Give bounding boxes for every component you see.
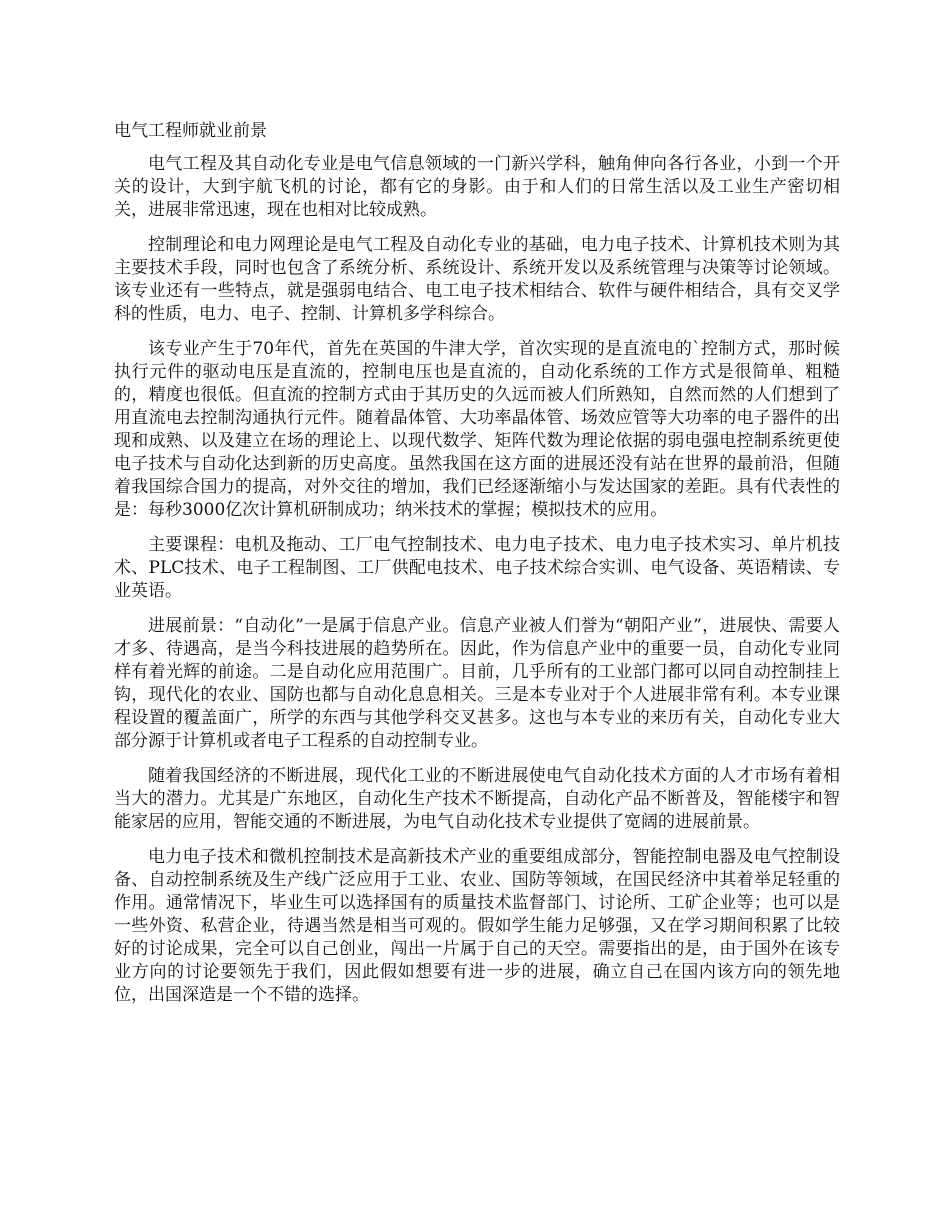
paragraph-intro: 电气工程及其自动化专业是电气信息领域的一门新兴学科，触角伸向各行各业，小到一个开关的设计，大到宇航飞机的讨论，都有它的身影。由于和人们的日常生活以及工业生产密切相关，进展非常迅速，现在也相对比较成熟。 — [114, 154, 840, 220]
paragraph-market: 随着我国经济的不断进展，现代化工业的不断进展使电气自动化技术方面的人才市场有着相当大的潜力。尤其是广东地区，自动化生产技术不断提高，自动化产品不断普及，智能楼宇和智能家居的应用，智能交通的不断进展，为电气自动化技术专业提供了宽阔的进展前景。 — [114, 766, 840, 832]
paragraph-courses: 主要课程：电机及拖动、工厂电气控制技术、电力电子技术、电力电子技术实习、单片机技术、PLC技术、电子工程制图、工厂供配电技术、电子技术综合实训、电气设备、英语精读、专业英语。 — [114, 535, 840, 601]
document-body — [114, 120, 840, 1019]
document-title: 电气工程师就业前景 — [114, 121, 267, 141]
paragraph-careers: 电力电子技术和微机控制技术是高新技术产业的重要组成部分，智能控制电器及电气控制设备、自动控制系统及生产线广泛应用于工业、农业、国防等领域，在国民经济中其着举足轻重的作用。通常情况下，毕业生可以选择国有的质量技术监督部门、讨论所、工矿企业等；也可以是一些外资、私营企业，待遇当然是相当可观的。假如学生能力足够强，又在学习期间积累了比较好的讨论成果，完全可以自己创业，闯出一片属于自己的天空。需要指出的是，由于国外在该专业方向的讨论要领先于我们，因此假如想要有进一步的进展，确立自己在国内该方向的领先地位，出国深造是一个不错的选择。 — [114, 847, 840, 1005]
paragraph-prospects: 进展前景：“自动化”一是属于信息产业。信息产业被人们誉为“朝阳产业”，进展快、需要人才多、待遇高，是当今科技进展的趋势所在。因此，作为信息产业中的重要一员，自动化专业同样有着光辉的前途。二是自动化应用范围广。目前，几乎所有的工业部门都可以同自动控制挂上钩，现代化的农业、国防也都与自动化息息相关。三是本专业对于个人进展非常有利。本专业课程设置的覆盖面广，所学的东西与其他学科交叉甚多。这也与本专业的来历有关，自动化专业大部分源于计算机或者电子工程系的自动控制专业。 — [114, 616, 840, 751]
paragraph-foundation: 控制理论和电力网理论是电气工程及自动化专业的基础，电力电子技术、计算机技术则为其主要技术手段，同时也包含了系统分析、系统设计、系统开发以及系统管理与决策等讨论领域。该专业还有一些特点，就是强弱电结合、电工电子技术相结合、软件与硬件相结合，具有交叉学科的性质，电力、电子、控制、计算机多学科综合。 — [114, 235, 840, 324]
paragraph-history: 该专业产生于70年代，首先在英国的牛津大学，首次实现的是直流电的`控制方式，那时候执行元件的驱动电压是直流的，控制电压也是直流的，自动化系统的工作方式是很简单、粗糙的，精度也很低。但直流的控制方式由于其历史的久远而被人们所熟知，自然而然的人们想到了用直流电去控制沟通执行元件。随着晶体管、大功率晶体管、场效应管等大功率的电子器件的出现和成熟、以及建立在场的理论上、以现代数学、矩阵代数为理论依据的弱电强电控制系统更使电子技术与自动化达到新的历史高度。虽然我国在这方面的进展还没有站在世界的最前沿，但随着我国综合国力的提高，对外交往的增加，我们已经逐渐缩小与发达国家的差距。具有代表性的是：每秒3000亿次计算机研制成功；纳米技术的掌握；模拟技术的应用。 — [114, 339, 840, 520]
